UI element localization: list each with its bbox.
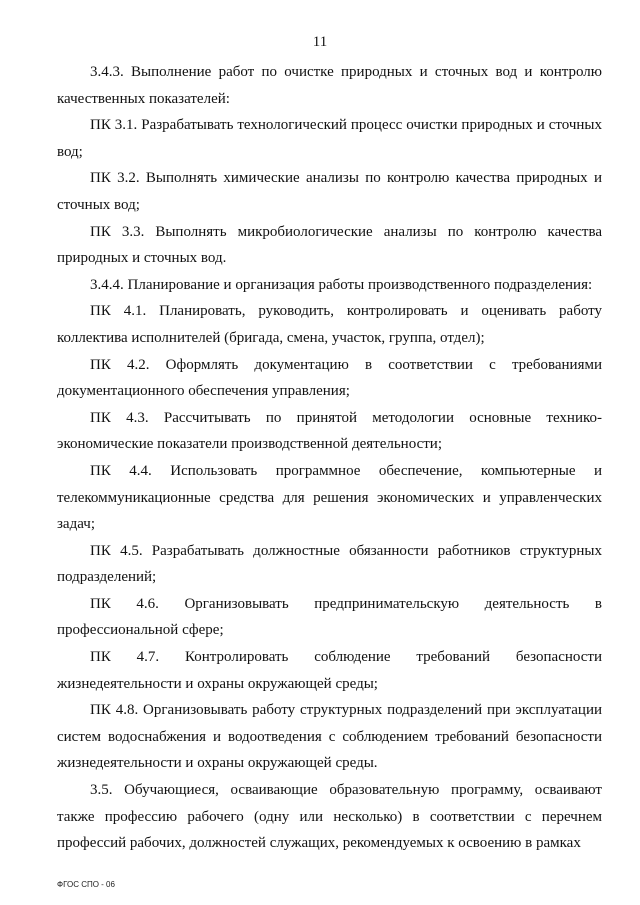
paragraph: 3.4.4. Планирование и организация работы производственного подразделения:: [90, 276, 593, 293]
paragraph: ПК 3.3. Выполнять микробиологические анализы по контролю качества природных и сточных вод.: [57, 223, 602, 267]
page-number: 11: [312, 34, 328, 50]
document-body: [57, 59, 602, 857]
footer-label: ФГОС СПО - 06: [57, 880, 115, 889]
paragraph: ПК 4.3. Рассчитывать по принятой методологии основные технико-экономические показатели производственной деятельности;: [57, 409, 602, 453]
paragraph: ПК 4.2. Оформлять документацию в соответствии с требованиями документационного обеспечения управления;: [57, 356, 602, 400]
paragraph: ПК 4.1. Планировать, руководить, контролировать и оценивать работу коллектива исполнителей (бригада, смена, участок, группа, отдел);: [57, 303, 602, 346]
paragraph: ПК 4.8. Организовывать работу структурных подразделений при эксплуатации систем водоснабжения и водоотведения с соблюдением требований безопасности жизнедеятельности и охраны окружающей среды.: [57, 702, 602, 772]
paragraph: 3.5. Обучающиеся, осваивающие образовательную программу, осваивают также профессию рабочего (одну или несколько) в соответствии с перечнем профессий рабочих, должностей служащих, рекомендуемых к освоению в рамках: [57, 782, 602, 852]
paragraph: ПК 3.2. Выполнять химические анализы по контролю качества природных и сточных вод;: [57, 170, 602, 213]
paragraph: ПК 4.5. Разрабатывать должностные обязанности работников структурных подразделений;: [57, 542, 602, 586]
paragraph: ПК 4.6. Организовывать предпринимательскую деятельность в профессиональной сфере;: [57, 595, 602, 639]
paragraph: 3.4.3. Выполнение работ по очистке природных и сточных вод и контролю качественных показателей:: [57, 64, 602, 107]
paragraph: ПК 4.4. Использовать программное обеспечение, компьютерные и телекоммуникационные средства для решения экономических и управленческих задач;: [57, 462, 602, 533]
paragraph: ПК 4.7. Контролировать соблюдение требований безопасности жизнедеятельности и охраны окружающей среды;: [57, 649, 602, 692]
paragraph: ПК 3.1. Разрабатывать технологический процесс очистки природных и сточных вод;: [57, 117, 602, 160]
